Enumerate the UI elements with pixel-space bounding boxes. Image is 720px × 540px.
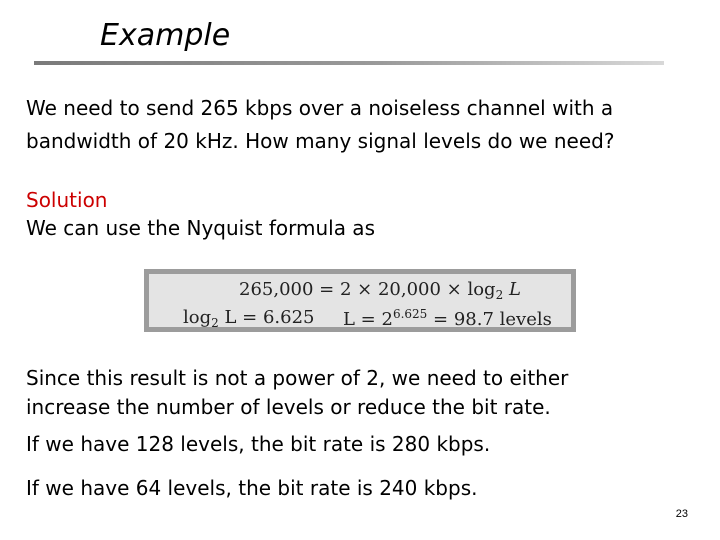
formula-pow-prefix: L = 2 [343,309,393,330]
formula-pow-result: = 98.7 levels [427,309,552,330]
solution-intro: We can use the Nyquist formula as [26,216,375,240]
formula-equation-2 [183,307,315,330]
formula-lhs-variable: L [508,279,521,300]
question-line-2: bandwidth of 20 kHz. How many signal levels do we need? [26,129,615,153]
result-line-2: increase the number of levels or reduce the bit rate. [26,395,551,419]
formula-log-result: L = 6.625 [224,307,315,328]
formula-lhs-subscript: 2 [495,288,504,302]
case-128-levels: If we have 128 levels, the bit rate is 280 kbps. [26,432,491,456]
formula-log-subscript: 2 [211,316,219,330]
case-64-levels: If we have 64 levels, the bit rate is 240 kbps. [26,476,478,500]
slide-title: Example [100,18,231,53]
formula-box [144,269,576,332]
formula-pow-exponent: 6.625 [392,307,428,321]
title-underline [34,61,664,65]
formula-equation-3 [343,307,552,330]
question-line-1: We need to send 265 kbps over a noiseless channel with a [26,96,614,120]
formula-panel [149,274,571,330]
formula-equation-1 [239,279,521,302]
formula-lhs: 265,000 = 2 × 20,000 × log [239,279,496,300]
page-number: 23 [675,508,688,520]
result-line-1: Since this result is not a power of 2, we need to either [26,366,569,390]
solution-heading: Solution [26,188,108,212]
formula-log-word: log [183,307,212,328]
